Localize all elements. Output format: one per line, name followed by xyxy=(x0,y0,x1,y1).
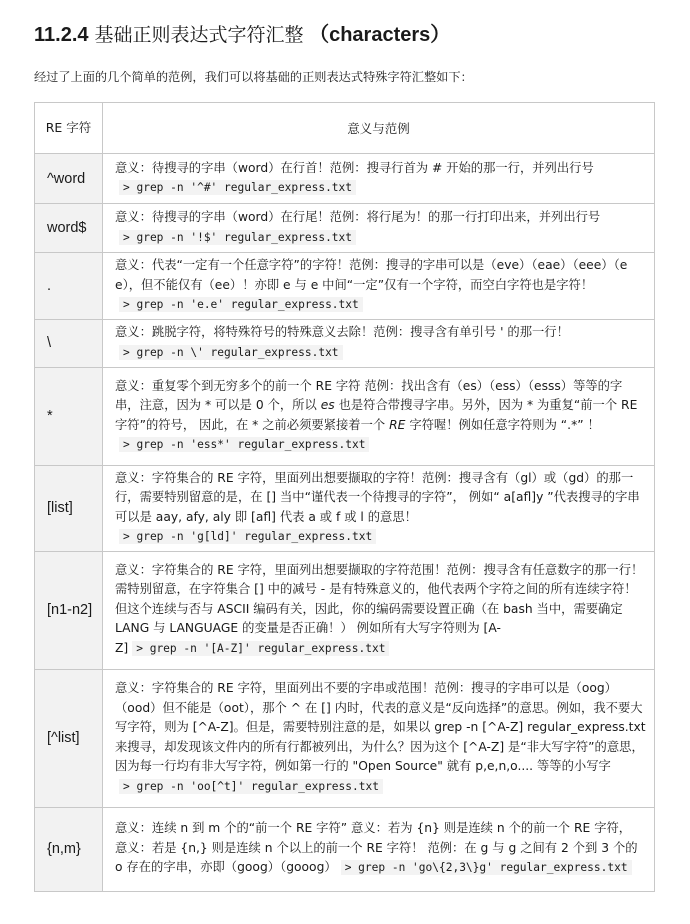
table-row xyxy=(35,551,655,669)
row-code: > grep -n 'oo[^t]' regular_express.txt xyxy=(119,779,383,794)
row-text: 意义：重复零个到无穷多个的前一个 RE 字符 范例：找出含有（es）（ess）（esss）等等的字串，注意，因为 * 可以是 0 个，所以 xyxy=(115,378,623,412)
row-description xyxy=(103,465,655,551)
table-row xyxy=(35,465,655,551)
row-code: > grep -n \' regular_express.txt xyxy=(119,345,343,360)
row-term: . xyxy=(35,253,103,320)
row-term: [n1-n2] xyxy=(35,551,103,669)
row-text: 意义：跳脱字符，将特殊符号的特殊意义去除！范例：搜寻含有单引号 ' 的那一行！ xyxy=(115,325,569,339)
row-term: \ xyxy=(35,319,103,367)
row-code: > grep -n 'e.e' regular_express.txt xyxy=(119,297,363,312)
table-row xyxy=(35,807,655,891)
row-text: 意义：待搜寻的字串（word）在行尾！范例：将行尾为！的那一行打印出来，并列出行号 xyxy=(115,210,601,224)
table-row xyxy=(35,154,655,204)
row-description xyxy=(103,204,655,253)
row-term: [^list] xyxy=(35,669,103,807)
row-text: 意义：字符集合的 RE 字符，里面列出想要撷取的字符！范例：搜寻含有（gl）或（gd）的那一行，需要特别留意的是，在 [] 当中“谨代表一个待搜寻的字符”， 例如“ a[afl]y ”代表搜寻的字串可以是 aay, afy, aly 即 [afl] 代表 a 或 f 或 l 的意思！ xyxy=(115,470,640,524)
row-term: [list] xyxy=(35,465,103,551)
row-term: {n,m} xyxy=(35,807,103,891)
row-code: > grep -n 'go\{2,3\}g' regular_express.txt xyxy=(341,860,632,875)
table-row xyxy=(35,253,655,320)
header-re-char: RE 字符 xyxy=(35,103,103,154)
row-description xyxy=(103,551,655,669)
row-description xyxy=(103,319,655,367)
row-text-italic: RE xyxy=(389,417,406,432)
row-term: * xyxy=(35,367,103,465)
row-code: > grep -n '^#' regular_express.txt xyxy=(119,180,356,195)
row-description xyxy=(103,669,655,807)
re-characters-table xyxy=(34,102,655,892)
row-text: 意义：待搜寻的字串（word）在行首！范例：搜寻行首为 # 开始的那一行，并列出行号 xyxy=(115,160,594,175)
intro-paragraph: 经过了上面的几个简单的范例，我们可以将基础的正则表达式特殊字符汇整如下： xyxy=(34,70,473,84)
header-meaning-example: 意义与范例 xyxy=(103,103,655,154)
section-number: 11.2.4 xyxy=(34,24,89,46)
row-term: ^word xyxy=(35,154,103,204)
row-text: 意义：字符集合的 RE 字符，里面列出不要的字串或范围！范例：搜寻的字串可以是（oog）（ood）但不能是（oot），那个 ^ 在 [] 内时，代表的意义是“反向选择”的意思。例如，我不要大写字符，则为 [^A-Z]。但是，需要特别注意的是，如果以 grep -n [^A-Z] regular_express.txt 来搜寻，却发现该文件内的所有行都被列出，为什么？因为这个 [^A-Z] 是“非大写字符”的意思， 因为每一行均有非大写字符，例如第一行的 "Open Source" 就有 p,e,n,o.... 等等的小写字 xyxy=(115,681,646,773)
row-description xyxy=(103,807,655,891)
row-description xyxy=(103,253,655,320)
table-header-row xyxy=(35,103,655,154)
row-text: 意义：连续 n 到 m 个的“前一个 RE 字符” 意义：若为 {n} 则是连续 n 个的前一个 RE 字符， 意义：若是 {n,} 则是连续 n 个以上的前一个 RE 字符！ 范例：在 g 与 g 之间有 2 个到 3 个的 o 存在的字串，亦即（goog）（gooog） xyxy=(115,821,638,875)
table-row xyxy=(35,319,655,367)
row-description xyxy=(103,367,655,465)
row-text: 意义：字符集合的 RE 字符，里面列出想要撷取的字符范围！范例：搜寻含有任意数字的那一行！需特别留意，在字符集合 [] 中的减号 - 是有特殊意义的，他代表两个字符之间的所有连续字符！但这个连续与否与 ASCII 编码有关，因此，你的编码需要设置正确（在 bash 当中，需要确定 LANG 与 LANGUAGE 的变量是否正确！） 例如所有大写字符则为 [A-Z] xyxy=(115,562,644,655)
row-description xyxy=(103,154,655,204)
table-row xyxy=(35,669,655,807)
row-text: 意义：代表“一定有一个任意字符”的字符！范例：搜寻的字串可以是（eve）（eae）（eee）（e e），但不能仅有（ee）！亦即 e 与 e 中间“一定”仅有一个字符，而空白字符也是字符！ xyxy=(115,258,628,292)
row-text: 字符喔！例如任意字符则为 “.*” ！ xyxy=(405,417,600,432)
table-row xyxy=(35,204,655,253)
row-code: > grep -n '!$' regular_express.txt xyxy=(119,230,356,245)
section-title-en: （characters） xyxy=(309,24,451,46)
section-heading xyxy=(34,18,450,47)
section-title-zh: 基础正则表达式字符汇整 xyxy=(94,24,304,46)
row-code: > grep -n 'g[ld]' regular_express.txt xyxy=(119,529,376,544)
table-row xyxy=(35,367,655,465)
row-text-italic: es xyxy=(320,398,335,412)
row-code: > grep -n 'ess*' regular_express.txt xyxy=(119,437,369,452)
row-code: > grep -n '[A-Z]' regular_express.txt xyxy=(132,641,389,656)
row-term: word$ xyxy=(35,204,103,253)
row-text: 也是符合带搜寻字串。另外，因为 * 为重复“前一个 RE 字符”的符号， 因此，在 * 之前必须要紧接着一个 xyxy=(115,398,638,432)
